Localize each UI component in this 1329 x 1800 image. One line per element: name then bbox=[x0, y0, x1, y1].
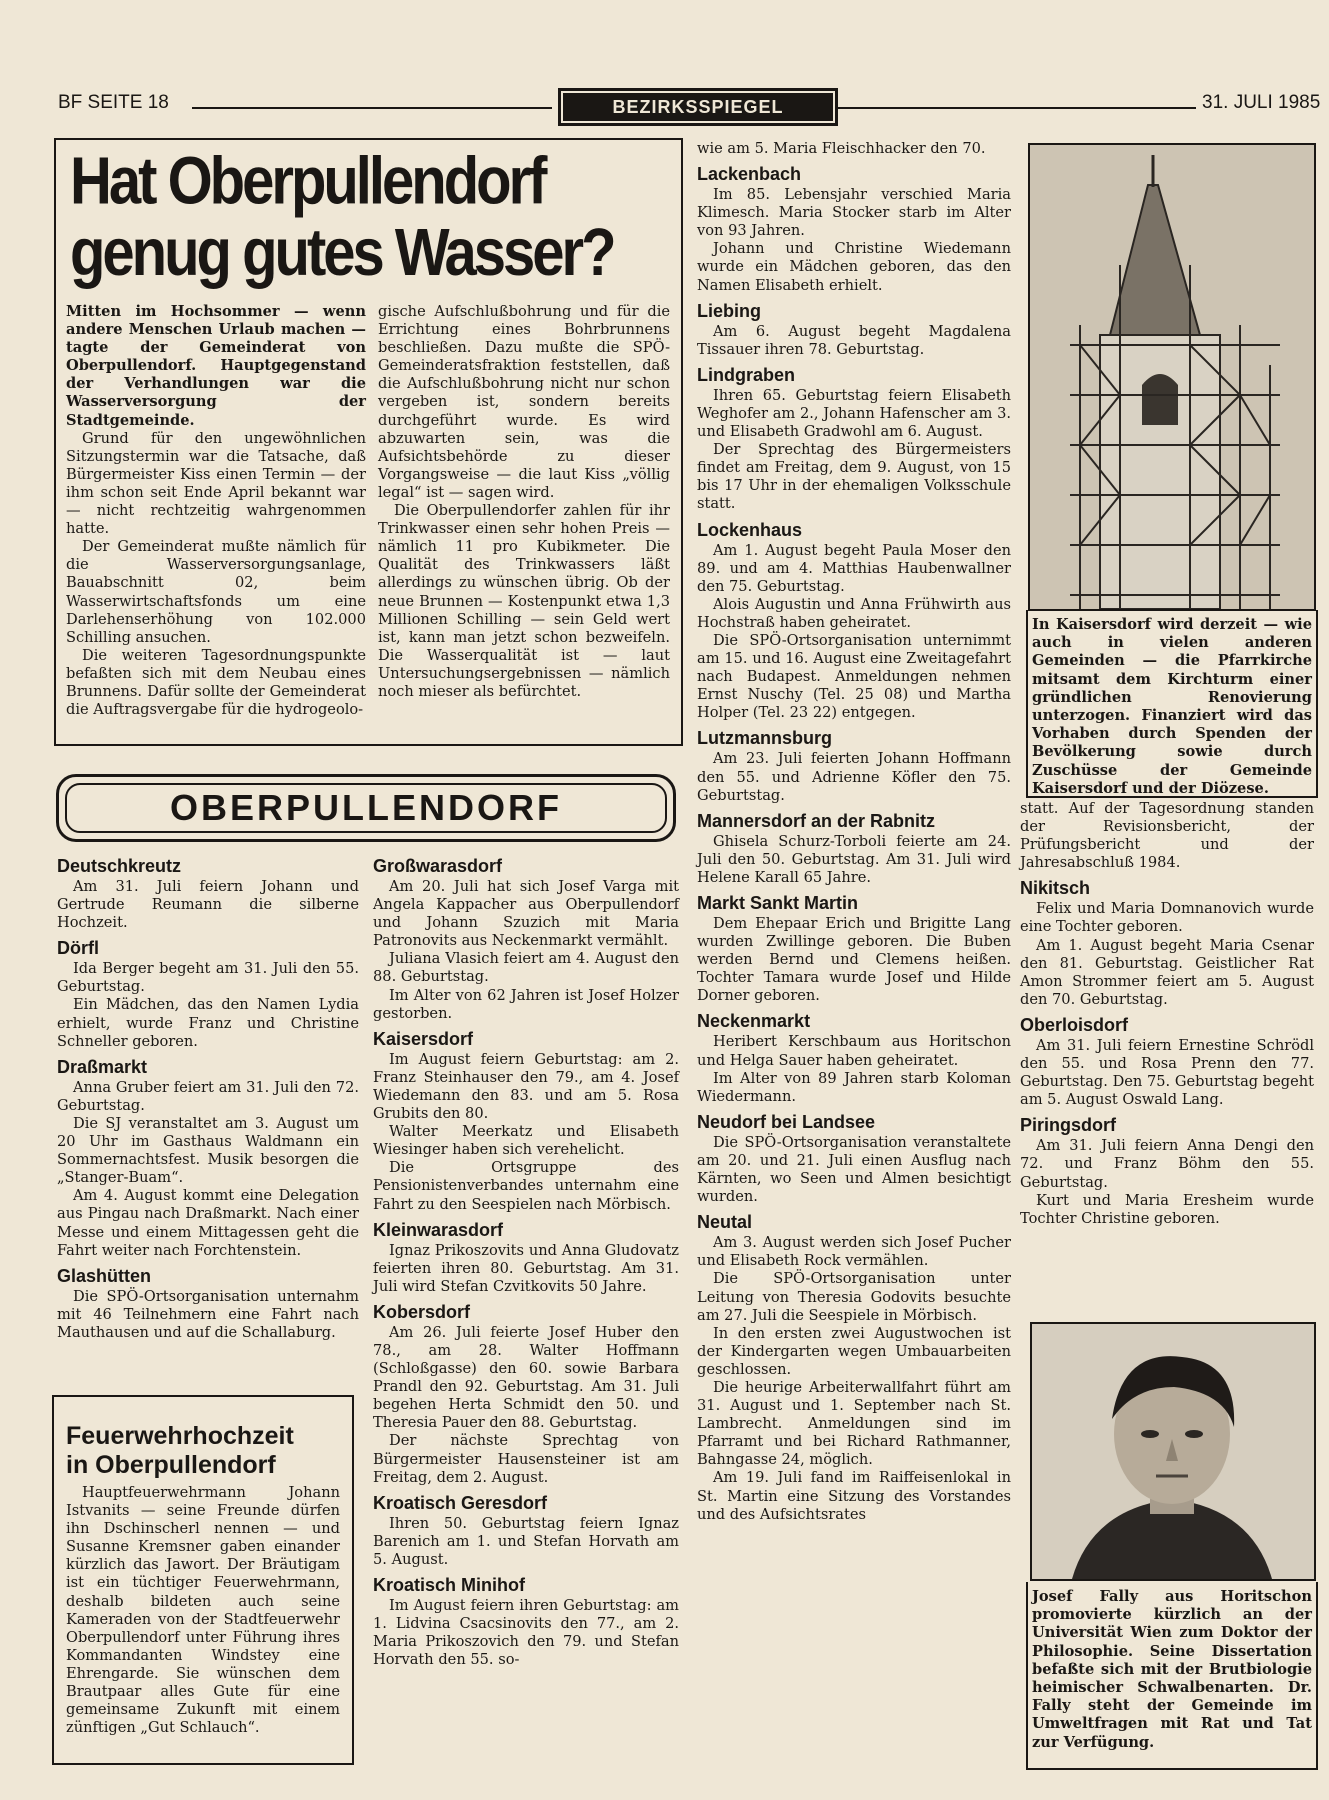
news-item: Ein Mädchen, das den Namen Lydia erhielt, wurde Franz und Christine Schneller geboren. bbox=[57, 996, 359, 1050]
article-paragraph: Der Gemeinderat mußte nämlich für die Wasserversorgungsanlage, Bauabschnitt 02, beim Wasserwirtschaftsfonds um eine Darlehenserhöhung von 102.000 Schilling ansuchen. bbox=[66, 538, 366, 646]
news-item: Am 1. August begeht Maria Csenar den 81. Geburtstag. Geistlicher Rat Amon Strommer feiert am 5. August den 70. Geburtstag. bbox=[1020, 936, 1314, 1008]
town-heading: Deutschkreutz bbox=[57, 856, 182, 876]
news-item: Heribert Kerschbaum aus Horitschon und Helga Sauer haben geheiratet. bbox=[697, 1033, 1011, 1069]
news-column-3 bbox=[697, 140, 1011, 1524]
news-item: Die SPÖ-Ortsorganisation unter Leitung von Theresia Godovits besuchte am 27. Juli die Seespiele in Mörbisch. bbox=[697, 1270, 1011, 1324]
section-badge: BEZIRKSSPIEGEL bbox=[558, 88, 838, 126]
wedding-article bbox=[66, 1422, 340, 1737]
news-item: In den ersten zwei Augustwochen ist der Kindergarten wegen Umbauarbeiten geschlossen. bbox=[697, 1324, 1011, 1378]
town-heading: Liebing bbox=[697, 300, 761, 321]
news-item: Am 26. Juli feierte Josef Huber den 78., am 28. Walter Hoffmann (Schloßgasse) den 60. sowie Barbara Prandl den 92. Geburtstag. Am 31. Juli begehen Herta Schmidt den 50. und Theresia Pauer den 88. Geburtstag. bbox=[373, 1323, 679, 1432]
wedding-body: Hauptfeuerwehrmann Johann Istvanits — seine Freunde dürfen ihn Dschinscherl nennen — und Susanne Kremsner gaben einander kürzlich das Jawort. Der Bräutigam ist ein tüchtiger Feuerwehrmann, deshalb bildeten auch seine Kameraden von der Stadtfeuerwehr Oberpullendorf unter Führung ihres Kommandanten Windstey eine Ehrengarde. Sie wünschen dem Brautpaar alles Gute für eine gemeinsame Zukunft mit einem zünftigen „Gut Schlauch“. bbox=[66, 1484, 340, 1737]
news-item: Am 4. August kommt eine Delegation aus Pingau nach Draßmarkt. Nach einer Messe und einem Mittagessen geht die Fahrt weiter nach Forchtenstein. bbox=[57, 1187, 359, 1259]
town-heading: Piringsdorf bbox=[1020, 1115, 1117, 1136]
news-item: Am 23. Juli feierten Johann Hoffmann den 55. und Adrienne Köfler den 75. Geburtstag. bbox=[697, 750, 1011, 804]
church-caption-box bbox=[1026, 610, 1318, 798]
news-column-1 bbox=[57, 850, 359, 1342]
news-item: Ghisela Schurz-Torboli feierte am 24. Juli den 50. Geburtstag. Am 31. Juli wird Helene Karall 65 Jahre. bbox=[697, 832, 1011, 886]
news-item: Im 85. Lebensjahr verschied Maria Klimesch. Maria Stocker starb im Alter von 93 Jahren. bbox=[697, 186, 1011, 240]
town-heading: Kroatisch Minihof bbox=[373, 1575, 525, 1595]
news-item: Ignaz Prikoszovits und Anna Gludovatz feierten ihren 80. Geburtstag. Am 31. Juli wird Stefan Czvitkovits 50 Jahre. bbox=[373, 1241, 679, 1295]
header-rule-left bbox=[192, 107, 552, 109]
town-heading: Lackenbach bbox=[697, 164, 802, 185]
article-paragraph: Grund für den ungewöhnlichen Sitzungstermin war die Tatsache, daß Bürgermeister Kiss einen Termin — der ihm schon seit Ende April bekannt war — nicht rechtzeitig wahrgenommen hatte. bbox=[66, 429, 366, 538]
issue-date: 31. JULI 1985 bbox=[1202, 92, 1321, 113]
town-heading: Neudorf bei Landsee bbox=[697, 1111, 876, 1132]
news-item: Im August feiern Geburtstag: am 2. Franz Steinhauser den 79., am 4. Josef Wiedemann den 83. und am 5. Rosa Grubits den 80. bbox=[373, 1050, 679, 1123]
news-item: Die SPÖ-Ortsorganisation unternimmt am 15. und 16. August eine Zweitagefahrt nach Budapest. Anmeldungen nehmen Ernst Nuschy (Tel. 25 08) und Martha Holper (Tel. 23 22) entgegen. bbox=[697, 631, 1011, 722]
town-heading: Mannersdorf an der Rabnitz bbox=[697, 810, 936, 831]
article-headline: Hat Oberpullendorf genug gutes Wasser? bbox=[70, 143, 614, 290]
news-item: Am 19. Juli fand im Raiffeisenlokal in St. Martin eine Sitzung des Vorstandes und des Aufsichtsrates bbox=[697, 1469, 1011, 1523]
town-heading: Oberloisdorf bbox=[1020, 1014, 1129, 1035]
town-heading: Glashütten bbox=[57, 1265, 152, 1286]
news-item: Am 1. August begeht Paula Moser den 89. und am 4. Matthias Haubenwallner den 75. Geburtstag. bbox=[697, 541, 1011, 595]
town-heading: Kobersdorf bbox=[373, 1301, 471, 1322]
town-heading: Nikitsch bbox=[1020, 878, 1091, 899]
news-item: Juliana Vlasich feiert am 4. August den 88. Geburtstag. bbox=[373, 950, 679, 986]
town-heading: Kleinwarasdorf bbox=[373, 1219, 504, 1240]
news-item: Kurt und Maria Eresheim wurde Tochter Christine geboren. bbox=[1020, 1191, 1314, 1227]
wedding-title-2: in Oberpullendorf bbox=[66, 1451, 276, 1479]
news-item: Ihren 65. Geburtstag feiern Elisabeth Weghofer am 2., Johann Hafenscher am 3. und Elisabeth Gradwohl am 6. August. bbox=[697, 386, 1011, 441]
town-heading: Neckenmarkt bbox=[697, 1011, 811, 1032]
portrait-caption-box bbox=[1026, 1582, 1318, 1770]
news-item: Walter Meerkatz und Elisabeth Wiesinger haben sich verehelicht. bbox=[373, 1123, 679, 1159]
article-lead: Mitten im Hochsommer — wenn andere Menschen Urlaub machen — tagte der Gemeinderat von Oberpullendorf. Hauptgegenstand der Verhandlungen war die Wasserversorgung der Stadtgemeinde. bbox=[66, 303, 366, 429]
news-item: Ida Berger begeht am 31. Juli den 55. Geburtstag. bbox=[57, 960, 359, 996]
town-heading: Großwarasdorf bbox=[373, 856, 503, 876]
news-item: Am 31. Juli feiern Ernestine Schrödl den 55. und Rosa Prenn den 77. Geburtstag. Den 75. Geburtstag begeht am 5. August Oswald Lang. bbox=[1020, 1036, 1314, 1109]
news-item: Im Alter von 62 Jahren ist Josef Holzer gestorben. bbox=[373, 986, 679, 1022]
news-item: Felix und Maria Domnanovich wurde eine Tochter geboren. bbox=[1020, 900, 1314, 936]
news-item: wie am 5. Maria Fleischhacker den 70. bbox=[697, 140, 986, 157]
news-item: statt. Auf der Tagesordnung standen der Revisionsbericht, der Prüfungsbericht und der Jahresabschluß 1984. bbox=[1020, 800, 1314, 872]
news-item: Die SPÖ-Ortsorganisation unternahm mit 46 Teilnehmern eine Fahrt nach Mauthausen und auf die Schallaburg. bbox=[57, 1287, 359, 1341]
town-heading: Draßmarkt bbox=[57, 1056, 148, 1077]
news-item: Am 6. August begeht Magdalena Tissauer ihren 78. Geburtstag. bbox=[697, 322, 1011, 358]
town-heading: Lindgraben bbox=[697, 364, 795, 385]
portrait-caption: Josef Fally aus Horitschon promovierte kürzlich an der Universität Wien zum Doktor der Philosophie. Seine Dissertation befaßte sich mit der Brutbiologie heimischer Schwalbenarten. Dr. Fally steht der Gemeinde im Umweltfragen mit Rat und Tat zur Verfügung. bbox=[1032, 1588, 1312, 1751]
news-item: Am 3. August werden sich Josef Pucher und Elisabeth Rock vermählen. bbox=[697, 1234, 1011, 1270]
news-item: Anna Gruber feiert am 31. Juli den 72. Geburtstag. bbox=[57, 1078, 359, 1114]
news-item: Johann und Christine Wiedemann wurde ein Mädchen geboren, das den Namen Elisabeth erhielt. bbox=[697, 240, 1011, 294]
news-item: Dem Ehepaar Erich und Brigitte Lang wurden Zwillinge geboren. Die Buben werden Bernd und Clemens heißen. Tochter Tamara wurde Josef und Hilde Dorner geboren. bbox=[697, 915, 1011, 1005]
news-item: Die SJ veranstaltet am 3. August um 20 Uhr im Gasthaus Waldmann ein Sommernachtsfest. Musik besorgen die „Stanger-Buam“. bbox=[57, 1114, 359, 1187]
news-item: Am 31. Juli feiern Anna Dengi den 72. und Franz Böhm den 55. Geburtstag. bbox=[1020, 1137, 1314, 1191]
article-paragraph: gische Aufschlußbohrung und für die Errichtung eines Bohrbrunnens beschließen. Dazu mußte die SPÖ-Gemeinderatsfraktion feststellen, daß die Aufschlußbohrung nicht nur schon vergeben ist, sondern bereits durchgeführt wurde. Es wird abzuwarten sein, was die Aufsichtsbehörde zu dieser Vorgangsweise — die laut Kiss „völlig legal“ ist — sagen wird. bbox=[378, 303, 670, 501]
news-item: Alois Augustin und Anna Frühwirth aus Hochstraß haben geheiratet. bbox=[697, 595, 1011, 631]
banner-title: OBERPULLENDORF bbox=[170, 787, 562, 828]
page-number: BF SEITE 18 bbox=[58, 92, 169, 113]
article-paragraph: Die weiteren Tagesordnungspunkte befaßten sich mit dem Neubau eines Brunnens. Dafür sollte der Gemeinderat die Auftragsvergabe für die hydrogeolo- bbox=[66, 646, 366, 719]
news-item: Ihren 50. Geburtstag feiern Ignaz Barenich am 1. und Stefan Horvath am 5. August. bbox=[373, 1514, 679, 1568]
town-heading: Neutal bbox=[697, 1212, 753, 1233]
article-paragraph: Die Oberpullendorfer zahlen für ihr Trinkwasser einen sehr hohen Preis — nämlich 11 pro Kubikmeter. Die Qualität des Trinkwassers läßt allerdings zu wünschen übrig. Ob der neue Brunnen — Kostenpunkt etwa 1,3 Millionen Schilling — sein Geld wert ist, kann man jetzt schon bezweifeln. Die Wasserqualität ist — laut Untersuchungsergebnissen — nämlich noch mieser als befürchtet. bbox=[378, 502, 670, 700]
news-item: Die Ortsgruppe des Pensionistenverbandes unternahm eine Fahrt zu den Seespielen nach Mörbisch. bbox=[373, 1159, 679, 1213]
news-item: Die SPÖ-Ortsorganisation veranstaltete am 20. und 21. Juli einen Ausflug nach Kärnten, wo Seen und Almen besichtigt wurden. bbox=[697, 1133, 1011, 1206]
news-item: Im Alter von 89 Jahren starb Koloman Wiedermann. bbox=[697, 1069, 1011, 1105]
church-tower-illustration bbox=[1030, 145, 1314, 609]
section-banner bbox=[56, 774, 676, 842]
news-item: Am 31. Juli feiern Johann und Gertrude Reumann die silberne Hochzeit. bbox=[57, 878, 359, 932]
news-item: Der nächste Sprechtag von Bürgermeister Hausensteiner ist am Freitag, dem 2. August. bbox=[373, 1432, 679, 1486]
news-item: Die heurige Arbeiterwallfahrt führt am 31. August und 1. September nach St. Lambrecht. Anmeldungen sind im Pfarramt und bei Richard Rathmanner, Bahngasse 24, möglich. bbox=[697, 1378, 1011, 1469]
town-heading: Markt Sankt Martin bbox=[697, 893, 859, 913]
portrait-photo bbox=[1030, 1322, 1316, 1581]
church-caption: In Kaisersdorf wird derzeit — wie auch in vielen anderen Gemeinden — die Pfarrkirche mitsamt dem Kirchturm einer gründlichen Renovierung unterzogen. Finanziert wird das Vorhaben durch Spenden der Bevölkerung sowie durch Zuschüsse der Gemeinde Kaisersdorf und der Diözese. bbox=[1032, 616, 1312, 797]
town-heading: Dörfl bbox=[57, 938, 99, 959]
town-heading: Lockenhaus bbox=[697, 519, 803, 540]
portrait-illustration bbox=[1032, 1324, 1314, 1579]
header-rule-right bbox=[838, 107, 1196, 109]
town-heading: Kroatisch Geresdorf bbox=[373, 1492, 548, 1513]
town-heading: Kaisersdorf bbox=[373, 1028, 474, 1049]
church-tower-photo bbox=[1028, 143, 1316, 611]
article-col-left bbox=[66, 303, 366, 719]
news-column-4 bbox=[1020, 800, 1314, 1228]
town-heading: Lutzmannsburg bbox=[697, 728, 832, 749]
article-col-right bbox=[378, 303, 670, 701]
news-item: Im August feiern ihren Geburtstag: am 1. Lidvina Csacsinovits den 77., am 2. Maria Prikoszovich den 79. und Stefan Horvath den 55. so- bbox=[373, 1597, 679, 1669]
news-item: Am 20. Juli hat sich Josef Varga mit Angela Kappacher aus Oberpullendorf und Johann Szuzich mit Maria Patronovits aus Neckenmarkt vermählt. bbox=[373, 878, 679, 950]
news-item: Der Sprechtag des Bürgermeisters findet am Freitag, dem 9. August, von 15 bis 17 Uhr in der ehemaligen Volksschule statt. bbox=[697, 441, 1011, 513]
wedding-title-1: Feuerwehrhochzeit bbox=[66, 1422, 294, 1450]
news-column-2 bbox=[373, 850, 679, 1669]
